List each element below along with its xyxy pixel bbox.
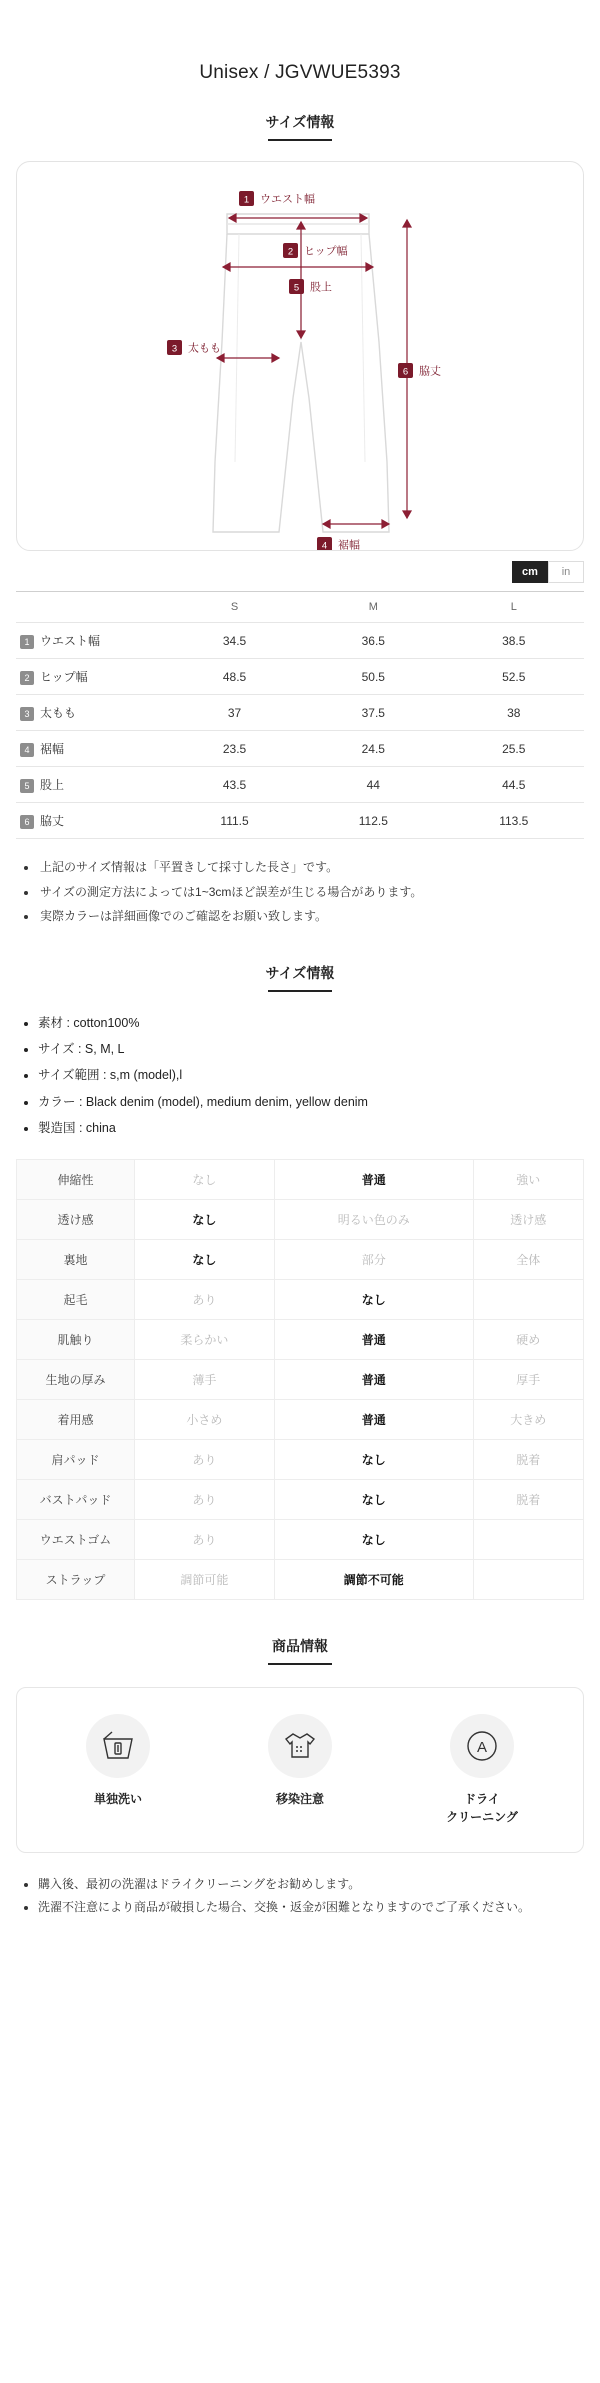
attr-option: あり (135, 1520, 275, 1560)
table-row (16, 731, 584, 767)
attr-option: なし (135, 1160, 275, 1200)
col-head-l: L (444, 592, 584, 623)
attr-row-shoulder-pad (17, 1440, 584, 1480)
cell-s: 43.5 (166, 767, 303, 803)
row-number-badge: 6 (20, 815, 34, 829)
svg-text:裾幅: 裾幅 (338, 539, 360, 550)
care-label (407, 1790, 557, 1826)
table-row (16, 695, 584, 731)
note-item: • 上記のサイズ情報は「平置きして採寸した長さ」です。 (38, 855, 578, 880)
spec-item-country: • 製造国 : china (38, 1115, 578, 1141)
attr-name: ストラップ (17, 1560, 135, 1600)
attr-name: 起毛 (17, 1280, 135, 1320)
table-row (16, 623, 584, 659)
attr-name: ウエストゴム (17, 1520, 135, 1560)
svg-text:2: 2 (287, 246, 294, 258)
attr-option: 調節不可能 (274, 1560, 473, 1600)
table-row (16, 803, 584, 839)
page-title: Unisex / JGVWUE5393 (199, 62, 401, 83)
spec-item-colors: • カラー : Black denim (model), medium denim, yellow denim (38, 1089, 578, 1115)
row-number-badge: 1 (20, 635, 34, 649)
attr-name: バストパッド (17, 1480, 135, 1520)
attr-option: 普通 (274, 1160, 473, 1200)
cell-m: 36.5 (303, 623, 443, 659)
product-section-heading (0, 1636, 600, 1671)
row-label-hip: 2 ヒップ幅 (16, 659, 166, 695)
attr-option: なし (274, 1480, 473, 1520)
cell-s: 34.5 (166, 623, 303, 659)
cell-l: 25.5 (444, 731, 584, 767)
size-section-heading (0, 112, 600, 147)
care-item-dry-clean (407, 1714, 557, 1826)
attr-name: 伸縮性 (17, 1160, 135, 1200)
attr-option: 普通 (274, 1400, 473, 1440)
spec-item-size-range: • サイズ範囲 : s,m (model),l (38, 1062, 578, 1088)
detail-section-heading (0, 963, 600, 998)
attr-row-sheerness (17, 1200, 584, 1240)
attr-row-napping (17, 1280, 584, 1320)
svg-text:ウエスト幅: ウエスト幅 (260, 193, 315, 206)
attr-option: 普通 (274, 1320, 473, 1360)
attr-option: なし (274, 1280, 473, 1320)
attr-option: なし (274, 1440, 473, 1480)
unit-inch-button[interactable]: in (548, 561, 584, 583)
cell-m: 24.5 (303, 731, 443, 767)
footer-notes-list (22, 1873, 578, 1950)
attr-option: なし (135, 1240, 275, 1280)
attr-name: 着用感 (17, 1400, 135, 1440)
spec-item-material: • 素材 : cotton100% (38, 1010, 578, 1036)
cell-l: 44.5 (444, 767, 584, 803)
svg-text:6: 6 (402, 366, 409, 378)
spec-item-sizes: • サイズ : S, M, L (38, 1036, 578, 1062)
row-number-badge: 5 (20, 779, 34, 793)
row-number-badge: 3 (20, 707, 34, 721)
attr-option: 小さめ (135, 1400, 275, 1440)
heading-rule (268, 1663, 332, 1665)
attribute-table (16, 1159, 584, 1600)
svg-text:脇丈: 脇丈 (419, 365, 441, 378)
size-section-heading-text: サイズ情報 (265, 114, 335, 130)
col-head-s: S (166, 592, 303, 623)
note-item: • 実際カラーは詳細画像でのご確認をお願い致します。 (38, 904, 578, 929)
cell-l: 113.5 (444, 803, 584, 839)
row-number-badge: 2 (20, 671, 34, 685)
color-transfer-icon (268, 1714, 332, 1778)
attr-option: あり (135, 1280, 275, 1320)
svg-text:股上: 股上 (310, 281, 332, 294)
footer-note-item: • 洗濯不注意により商品が破損した場合、交換・返金が困難となりますのでご了承ください。 (38, 1896, 578, 1919)
attr-option: 透け感 (473, 1200, 583, 1240)
cell-m: 37.5 (303, 695, 443, 731)
attr-name: 肩パッド (17, 1440, 135, 1480)
care-label: 移染注意 (275, 1792, 324, 1807)
attr-option (473, 1280, 583, 1320)
care-label-line2: クリーニング (446, 1810, 518, 1825)
attr-row-touch (17, 1320, 584, 1360)
table-row (16, 767, 584, 803)
row-label-rise: 5 股上 (16, 767, 166, 803)
svg-text:A: A (476, 1739, 488, 1757)
svg-text:3: 3 (171, 343, 178, 355)
attr-option (473, 1520, 583, 1560)
attr-option: なし (274, 1520, 473, 1560)
row-label-hem: 4 裾幅 (16, 731, 166, 767)
attr-option: 脱着 (473, 1480, 583, 1520)
row-label-side-length: 6 脇丈 (16, 803, 166, 839)
svg-text:1: 1 (243, 194, 250, 206)
attr-option: 脱着 (473, 1440, 583, 1480)
care-item-hand-wash (43, 1714, 193, 1808)
size-table (16, 591, 584, 839)
attr-name: 透け感 (17, 1200, 135, 1240)
heading-rule (268, 139, 332, 141)
product-section-heading-text: 商品情報 (272, 1638, 328, 1655)
cell-s: 111.5 (166, 803, 303, 839)
attr-option: 調節可能 (135, 1560, 275, 1600)
cell-l: 38 (444, 695, 584, 731)
dry-clean-icon (450, 1714, 514, 1778)
attr-option: 硬め (473, 1320, 583, 1360)
row-number-badge: 4 (20, 743, 34, 757)
table-row (16, 659, 584, 695)
attr-option: 厚手 (473, 1360, 583, 1400)
row-label-waist: 1 ウエスト幅 (16, 623, 166, 659)
attr-row-waist-elastic (17, 1520, 584, 1560)
size-diagram (16, 161, 584, 551)
attr-name: 生地の厚み (17, 1360, 135, 1400)
heading-rule (268, 990, 332, 992)
cell-l: 52.5 (444, 659, 584, 695)
attr-row-fit (17, 1400, 584, 1440)
cell-s: 48.5 (166, 659, 303, 695)
attr-option (473, 1560, 583, 1600)
svg-text:ヒップ幅: ヒップ幅 (304, 245, 348, 258)
spec-list (22, 1010, 578, 1141)
svg-text:4: 4 (321, 540, 328, 550)
row-label-thigh: 3 太もも (16, 695, 166, 731)
table-header-row (16, 592, 584, 623)
footer-note-item: • 購入後、最初の洗濯はドライクリーニングをお勧めします。 (38, 1873, 578, 1896)
unit-cm-button[interactable]: cm (512, 561, 548, 583)
col-head-m: M (303, 592, 443, 623)
hand-wash-icon (86, 1714, 150, 1778)
cell-m: 50.5 (303, 659, 443, 695)
attr-name: 肌触り (17, 1320, 135, 1360)
attr-row-thickness (17, 1360, 584, 1400)
cell-s: 23.5 (166, 731, 303, 767)
attr-row-strap (17, 1560, 584, 1600)
cell-m: 112.5 (303, 803, 443, 839)
unit-toggle[interactable] (16, 561, 584, 583)
cell-m: 44 (303, 767, 443, 803)
attr-option: なし (135, 1200, 275, 1240)
attr-option: 強い (473, 1160, 583, 1200)
attr-name: 裏地 (17, 1240, 135, 1280)
col-head-blank (16, 592, 166, 623)
attr-row-stretch (17, 1160, 584, 1200)
cell-l: 38.5 (444, 623, 584, 659)
care-instructions (16, 1687, 584, 1853)
note-item: • サイズの測定方法によっては1~3cmほど誤差が生じる場合があります。 (38, 880, 578, 905)
detail-section-heading-text: サイズ情報 (265, 964, 335, 981)
attr-option: 明るい色のみ (274, 1200, 473, 1240)
care-label: 単独洗い (93, 1792, 142, 1807)
attr-option: 普通 (274, 1360, 473, 1400)
attr-option: 薄手 (135, 1360, 275, 1400)
svg-text:太もも: 太もも (188, 342, 221, 355)
cell-s: 37 (166, 695, 303, 731)
svg-text:5: 5 (293, 282, 300, 294)
size-notes-list (22, 855, 578, 929)
care-label-line1: ドライ (464, 1792, 500, 1807)
attr-row-bust-pad (17, 1480, 584, 1520)
attr-option: 大きめ (473, 1400, 583, 1440)
care-item-color-transfer (225, 1714, 375, 1808)
attr-row-lining (17, 1240, 584, 1280)
attr-option: 全体 (473, 1240, 583, 1280)
attr-option: あり (135, 1480, 275, 1520)
attr-option: あり (135, 1440, 275, 1480)
attr-option: 柔らかい (135, 1320, 275, 1360)
attr-option: 部分 (274, 1240, 473, 1280)
